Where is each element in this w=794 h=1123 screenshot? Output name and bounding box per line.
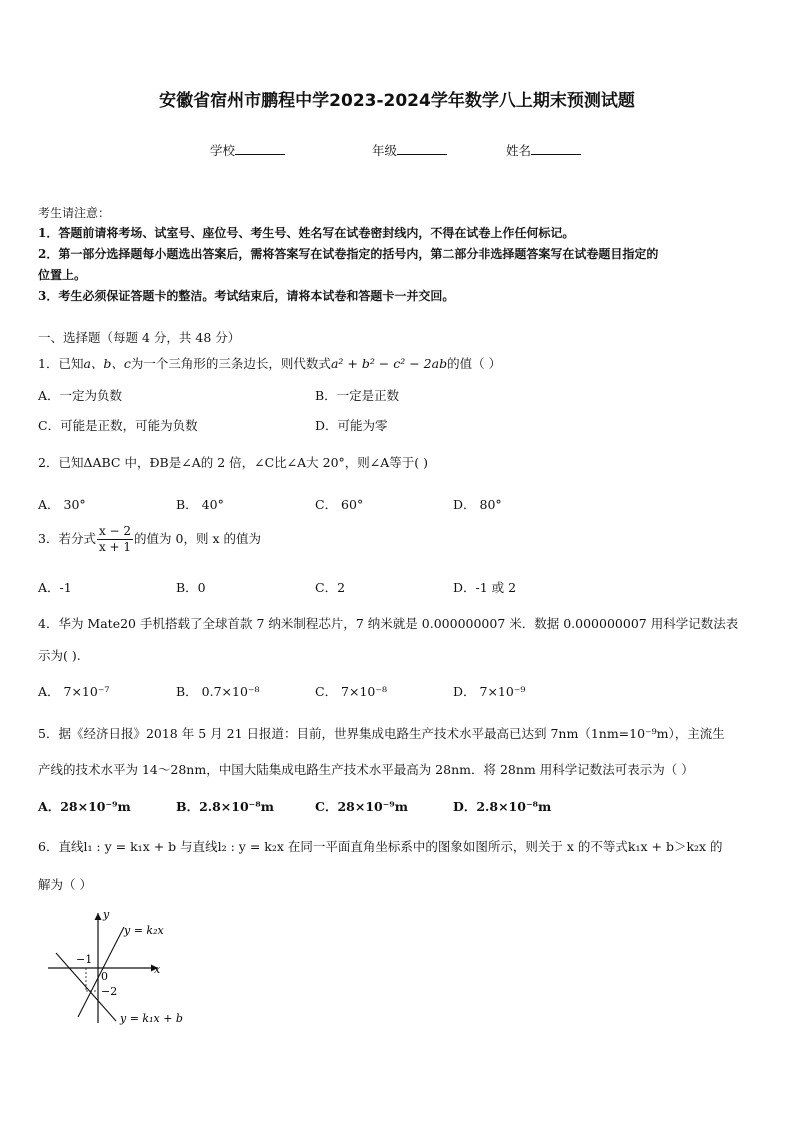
origin-label: 0 <box>101 970 108 983</box>
question-6-line-1: 6．直线l₁ : y = k₁x + b 与直线l₂ : y = k₂x 在同一平面直角坐标系中的图象如图所示，则关于 x 的不等式k₁x + b＞k₂x 的 <box>38 839 723 854</box>
q1-option-c[interactable]: C．可能是正数，可能为负数 <box>38 418 198 433</box>
notice-line-2b: 位置上。 <box>38 268 87 282</box>
q5-option-d[interactable]: D．2.8×10⁻⁸m <box>453 799 552 814</box>
grade-label: 年级 <box>372 143 398 158</box>
question-3 <box>38 524 261 555</box>
name-field[interactable] <box>506 141 581 159</box>
question-1 <box>38 354 501 372</box>
question-5-line-1: 5．据《经济日报》2018 年 5 月 21 日报道：目前，世界集成电路生产技术水平最高已达到 7nm（1nm=10⁻⁹m），主流生 <box>38 726 725 741</box>
q6-graph <box>40 905 200 1030</box>
school-field[interactable] <box>210 141 285 159</box>
q5-option-b[interactable]: B．2.8×10⁻⁸m <box>176 799 274 814</box>
line-l2-label: y = k₂x <box>124 924 164 937</box>
y-axis-label: y <box>103 908 110 921</box>
question-5-line-2: 产线的技术水平为 14～28nm，中国大陆集成电路生产技术水平最高为 28nm．将 28nm 用科学记数法可表示为（ ） <box>38 762 694 777</box>
notice-line-3: 3．考生必须保证答题卡的整洁。考试结束后，请将本试卷和答题卡一并交回。 <box>38 289 455 303</box>
q5-option-c[interactable]: C．28×10⁻⁹m <box>315 799 409 814</box>
question-6-line-2: 解为（ ） <box>38 877 92 892</box>
x-tick-label: −1 <box>76 953 93 966</box>
q3-option-b[interactable]: B．0 <box>176 580 206 595</box>
q3-numerator: x − 2 <box>98 524 132 538</box>
grade-field[interactable] <box>372 141 447 159</box>
q3-pre: 3．若分式 <box>38 531 96 546</box>
q1-mid: 为一个三角形的三条边长，则代数式 <box>130 356 331 371</box>
school-label: 学校 <box>210 143 236 158</box>
q3-denominator: x + 1 <box>98 540 132 554</box>
question-4-line-1: 4．华为 Mate20 手机搭载了全球首款 7 纳米制程芯片，7 纳米就是 0.000000007 米．数据 0.000000007 用科学记数法表 <box>38 616 739 631</box>
y-tick-label: −2 <box>101 985 118 998</box>
q4-option-b[interactable]: B． 0.7×10⁻⁸ <box>176 684 260 699</box>
question-2: 2．已知ΔABC 中，ÐB是∠A的 2 倍，∠C比∠A大 20°，则∠A等于( ) <box>38 455 429 470</box>
q2-option-d[interactable]: D． 80° <box>453 497 502 512</box>
q3-fraction <box>97 524 133 555</box>
q2-option-b[interactable]: B． 40° <box>176 497 224 512</box>
q2-option-c[interactable]: C． 60° <box>315 497 364 512</box>
line-l1-label: y = k₁x + b <box>120 1012 183 1025</box>
q4-option-d[interactable]: D． 7×10⁻⁹ <box>453 684 526 699</box>
q1-option-b[interactable]: B．一定是正数 <box>315 388 400 403</box>
q3-option-d[interactable]: D．-1 或 2 <box>453 580 517 595</box>
q5-option-a[interactable]: A．28×10⁻⁹m <box>38 799 131 814</box>
question-4-line-2: 示为( ). <box>38 648 81 663</box>
q1-option-d[interactable]: D．可能为零 <box>315 418 388 433</box>
name-label: 姓名 <box>506 143 532 158</box>
q1-pre: 1．已知 <box>38 356 84 371</box>
q2-option-a[interactable]: A． 30° <box>38 497 86 512</box>
grade-blank[interactable] <box>397 142 447 155</box>
school-blank[interactable] <box>235 142 285 155</box>
q3-option-c[interactable]: C．2 <box>315 580 346 595</box>
notice-heading: 考生请注意： <box>38 206 111 220</box>
notice-line-1: 1．答题前请将考场、试室号、座位号、考生号、姓名写在试卷密封线内，不得在试卷上作任何标记。 <box>38 226 575 240</box>
section-heading: 一、选择题（每题 4 分，共 48 分） <box>38 330 241 345</box>
q1-post: 的值（ ） <box>447 356 502 371</box>
q1-vars: a、b、c <box>83 356 131 371</box>
q1-expr: a² + b² − c² − 2ab <box>330 356 448 371</box>
q3-option-a[interactable]: A．-1 <box>38 580 72 595</box>
q4-option-a[interactable]: A． 7×10⁻⁷ <box>38 684 110 699</box>
q1-option-a[interactable]: A．一定为负数 <box>38 388 123 403</box>
notice-line-2a: 2．第一部分选择题每小题选出答案后，需将答案写在试卷指定的括号内，第二部分非选择题答案写在试卷题目指定的 <box>38 247 659 261</box>
q3-post: 的值为 0，则 x 的值为 <box>134 531 261 546</box>
q4-option-c[interactable]: C． 7×10⁻⁸ <box>315 684 387 699</box>
page-title: 安徽省宿州市鹏程中学2023-2024学年数学八上期末预测试题 <box>159 91 635 111</box>
name-blank[interactable] <box>531 142 581 155</box>
x-axis-label: x <box>154 963 161 976</box>
